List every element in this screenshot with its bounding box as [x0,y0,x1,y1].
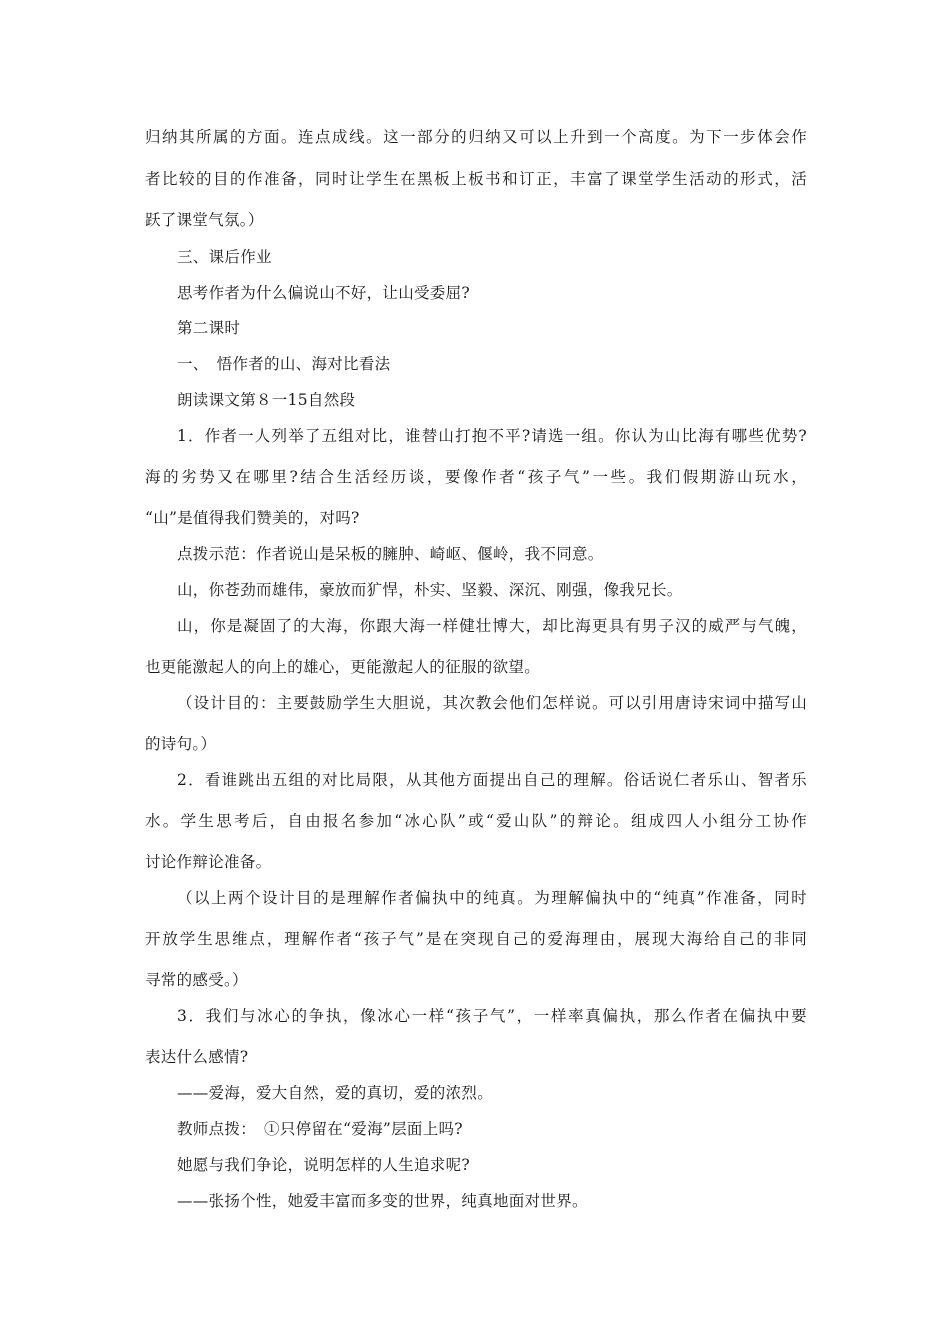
text-line: 思考作者为什么偏说山不好，让山受委屈? [177,284,471,302]
text-line: ——爱海，爱大自然，爱的真切，爱的浓烈。 [177,1084,494,1102]
text-line: 归纳其所属的方面。连点成线。这一部分的归纳又可以上升到一个高度。为下一步体会作 [145,128,807,146]
text-line: 海的劣势又在哪里?结合生活经历谈，要像作者“孩子气”一些。我们假期游山玩水， [145,468,807,486]
text-line: 也更能激起人的向上的雄心，更能激起人的征服的欲望。 [145,658,541,676]
text-line: 寻常的感受。） [145,971,248,989]
text-line: 讨论作辩论准备。 [145,853,272,871]
text-line: （以上两个设计目的是理解作者偏执中的纯真。为理解偏执中的“纯真”作准备，同时 [177,889,807,907]
text-line: 表达什么感情? [145,1048,249,1066]
text-line: （设计目的：主要鼓励学生大胆说，其次教会他们怎样说。可以引用唐诗宋词中描写山 [177,694,807,712]
text-line: 水。学生思考后，自由报名参加“冰心队”或“爱山队”的辩论。组成四人小组分工协作 [145,812,807,830]
text-line: 她愿与我们争论，说明怎样的人生追求呢? [177,1156,471,1174]
text-line: 1．作者一人列举了五组对比，谁替山打抱不平?请选一组。你认为山比海有哪些优势? [177,427,807,445]
text-line: 跃了课堂气氛。） [145,211,264,229]
text-line: 的诗句。） [145,735,217,753]
text-line: 2．看谁跳出五组的对比局限，从其他方面提出自己的理解。俗话说仁者乐山、智者乐 [177,771,807,789]
text-line: “山”是值得我们赞美的，对吗? [145,509,360,527]
text-line: 山，你苍劲而雄伟，豪放而犷悍，朴实、坚毅、深沉、刚强，像我兄长。 [177,581,683,599]
section-heading: 三、课后作业 [177,248,272,266]
section-heading: 第二课时 [177,319,241,337]
text-line: 教师点拨： ①只停留在“爱海”层面上吗? [177,1120,463,1138]
text-line: 开放学生思维点，理解作者“孩子气”是在突现自己的爱海理由，展现大海给自己的非同 [145,930,807,948]
text-line: 点拨示范：作者说山是呆板的臃肿、崎岖、偃岭，我不同意。 [177,545,604,563]
text-line: ——张扬个性，她爱丰富而多变的世界，纯真地面对世界。 [177,1192,588,1210]
text-line: 山，你是凝固了的大海，你跟大海一样健壮博大，却比海更具有男子汉的威严与气魄， [177,617,807,635]
text-line: 者比较的目的作准备，同时让学生在黑板上板书和订正，丰富了课堂学生活动的形式，活 [145,170,807,188]
text-line: 3．我们与冰心的争执，像冰心一样“孩子气”，一样率真偏执，那么作者在偏执中要 [177,1007,807,1025]
section-heading: 一、 悟作者的山、海对比看法 [177,355,391,373]
text-line: 朗读课文第８一15自然段 [177,391,356,409]
